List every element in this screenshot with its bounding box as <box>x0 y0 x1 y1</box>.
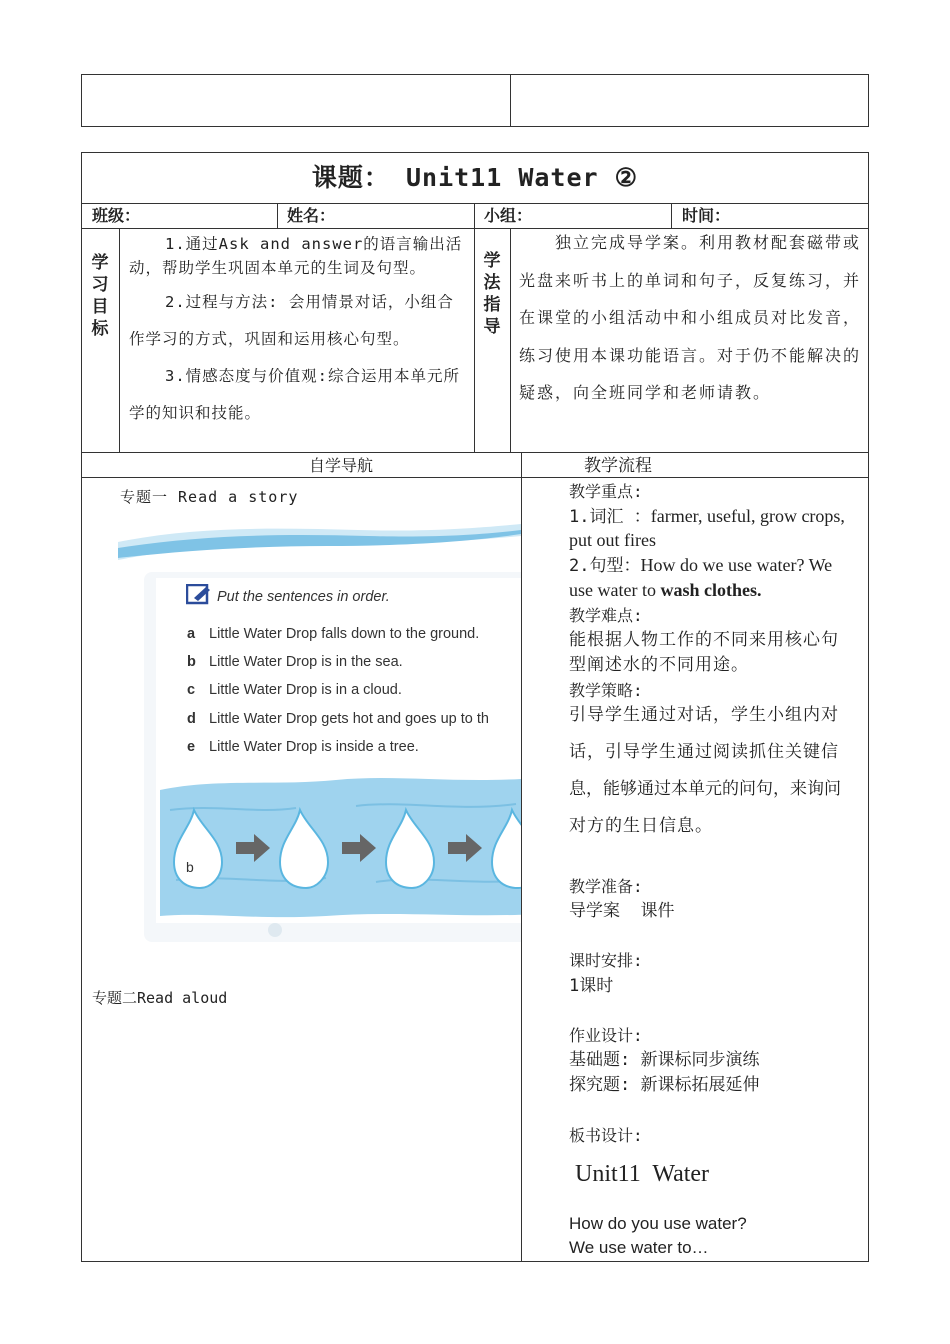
board-title: Unit11 Water <box>575 1161 710 1187</box>
sentence-c: c Little Water Drop is in a cloud. <box>187 682 402 698</box>
method-guide-text: 独立完成导学案。利用教材配套磁带或光盘来听书上的单词和句子，反复练习，并在课堂的小组活动中和小组成员对比发音，练习使用本课功能语言。对于仍不能解决的疑惑，向全班同学和老师请教。 <box>519 233 862 402</box>
name-label: 姓名： <box>287 206 336 225</box>
group-label: 小组： <box>484 206 533 225</box>
vocab-prefix: 1.词汇 ： <box>569 507 651 527</box>
pattern-prefix: 2.句型： <box>569 556 641 576</box>
water-drop-1-label: b <box>186 859 194 875</box>
strategy-line-1: 引导学生通过对话，学生小组内对 <box>569 705 839 725</box>
strategy-line-2: 话，引导学生通过阅读抓住关键信 <box>569 742 839 762</box>
objectives-label: 学 习 目 标 <box>91 253 109 339</box>
prep-text: 导学案 课件 <box>569 901 675 921</box>
wave-band <box>118 520 521 570</box>
page-dot-icon <box>268 923 282 937</box>
homework-explore: 探究题: 新课标拓展延伸 <box>569 1075 760 1095</box>
pattern-line2-bold: wash clothes. <box>660 580 762 600</box>
vocab-cont: put out fires <box>569 530 656 550</box>
time-label: 时间： <box>682 206 731 225</box>
class-label: 班级： <box>92 206 141 225</box>
story-exercise-figure <box>118 520 521 945</box>
pencil-icon <box>186 584 212 606</box>
sentence-b: b Little Water Drop is in the sea. <box>187 654 403 670</box>
self-study-header: 自学导航 <box>308 456 373 475</box>
pattern-text: How do we use water? We <box>640 555 833 575</box>
topic-1: 专题一 Read a story <box>120 488 299 506</box>
exercise-instruction: Put the sentences in order. <box>217 589 390 605</box>
strategy-line-3: 息，能够通过本单元的问句，来询问 <box>569 779 841 799</box>
schedule-label: 课时安排: <box>569 951 643 970</box>
vocab-words: farmer, useful, grow crops, <box>650 506 845 526</box>
pattern-line-2 <box>569 580 761 602</box>
method-guide-label: 学 法 指 导 <box>483 251 501 337</box>
key-points-label: 教学重点: <box>569 482 643 501</box>
objective-2: 2.过程与方法: 会用情景对话，小组合作学习的方式，巩固和运用核心句型。 <box>129 293 454 348</box>
objective-3: 3.情感态度与价值观:综合运用本单元所学的知识和技能。 <box>129 367 460 422</box>
pattern-line2-plain: use water to <box>569 580 661 600</box>
schedule-text: 1课时 <box>569 976 614 996</box>
pattern-line <box>569 555 832 577</box>
teaching-flow-header: 教学流程 <box>584 456 652 476</box>
sentence-e: e Little Water Drop is inside a tree. <box>187 739 419 755</box>
vocab-line <box>569 506 845 528</box>
water-drop-sequence <box>156 770 521 920</box>
sentence-a: a Little Water Drop falls down to the ground. <box>187 626 480 642</box>
homework-basic: 基础题: 新课标同步演练 <box>569 1050 760 1070</box>
board-line-2: We use water to… <box>569 1238 709 1257</box>
difficulty-line-2: 型阐述水的不同用途。 <box>569 655 749 675</box>
board-label: 板书设计: <box>569 1126 643 1145</box>
difficulty-label: 教学难点: <box>569 606 643 625</box>
topic-2: 专题二Read aloud <box>92 989 228 1007</box>
difficulty-line-1: 能根据人物工作的不同来用核心句 <box>569 630 839 650</box>
strategy-label: 教学策略: <box>569 681 643 700</box>
strategy-line-4: 对方的生日信息。 <box>569 816 713 836</box>
homework-label: 作业设计: <box>569 1026 643 1045</box>
board-line-1: How do you use water? <box>569 1214 747 1233</box>
sentence-d: d Little Water Drop gets hot and goes up to th <box>187 711 489 727</box>
page-title: 课题： Unit11 Water ② <box>311 163 639 192</box>
objective-1: 1.通过Ask and answer的语言输出活动，帮助学生巩固本单元的生词及句型。 <box>129 235 463 277</box>
prep-label: 教学准备: <box>569 877 643 896</box>
objectives-text <box>129 232 467 432</box>
